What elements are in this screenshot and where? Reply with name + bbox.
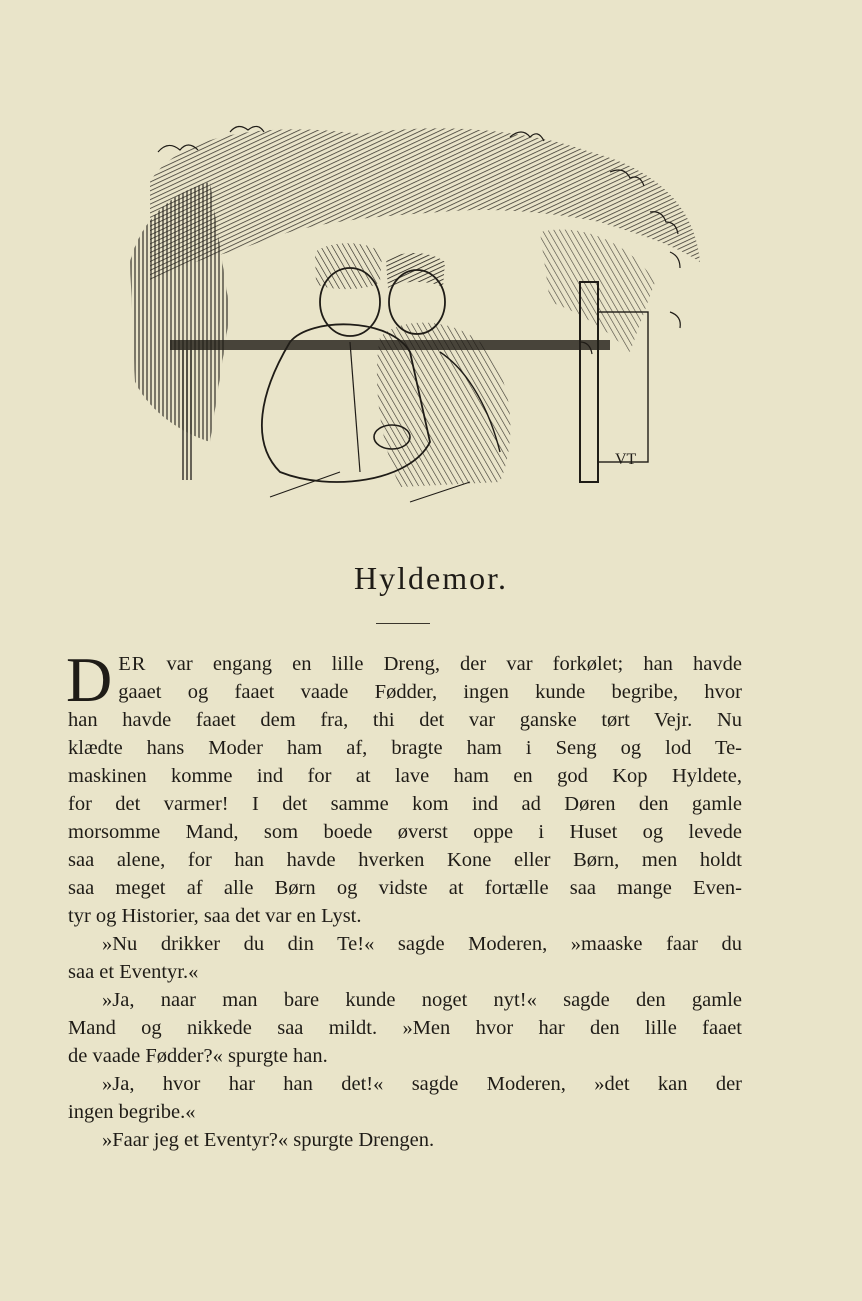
first-word-rest: ER <box>118 653 147 675</box>
artist-signature: VT <box>615 451 637 468</box>
text-line: saa meget af alle Børn og vidste at fortælle saa mange Even- <box>68 877 742 899</box>
text-line: »Nu drikker du din Te!« sagde Moderen, »maaske faar du <box>102 933 742 955</box>
text-line: gaaet og faaet vaade Fødder, ingen kunde begribe, hvor <box>118 681 742 703</box>
text-line: klædte hans Moder ham af, bragte ham i Seng og lod Te- <box>68 737 742 759</box>
text-line: de vaade Fødder?« spurgte han. <box>68 1045 328 1067</box>
text-line: ER var engang en lille Dreng, der var forkølet; han havde <box>118 653 742 675</box>
paragraph-4 <box>68 1070 742 1126</box>
text-line: saa alene, for han havde hverken Kone eller Børn, men holdt <box>68 849 742 871</box>
paragraph-2 <box>68 930 742 986</box>
title-divider <box>376 623 430 624</box>
text-line: Mand og nikkede saa mildt. »Men hvor har den lille faaet <box>68 1017 742 1039</box>
text-line: ingen begribe.« <box>68 1101 196 1123</box>
paragraph-3 <box>68 986 742 1070</box>
story-text <box>66 644 742 1154</box>
text-line: maskinen komme ind for at lave ham en god Kop Hyldete, <box>68 765 742 787</box>
text-line: for det varmer! I det samme kom ind ad Døren den gamle <box>68 793 742 815</box>
text-line: tyr og Historier, saa det var en Lyst. <box>68 905 362 927</box>
text-line: morsomme Mand, som boede øverst oppe i Huset og levede <box>68 821 742 843</box>
chapter-title: Hyldemor. <box>354 560 508 596</box>
paragraph-1 <box>66 644 742 930</box>
text-line: saa et Eventyr.« <box>68 961 199 983</box>
text-line: »Ja, hvor har han det!« sagde Moderen, »det kan der <box>102 1073 742 1095</box>
engraving-image <box>110 112 720 512</box>
text-line: »Ja, naar man bare kunde noget nyt!« sagde den gamle <box>102 989 742 1011</box>
story-illustration <box>110 112 720 512</box>
text-line: »Faar jeg et Eventyr?« spurgte Drengen. <box>102 1129 435 1151</box>
drop-cap: D <box>66 644 113 715</box>
paragraph-5 <box>68 1126 742 1154</box>
text-line: han havde faaet dem fra, thi det var ganske tørt Vejr. Nu <box>68 709 742 731</box>
